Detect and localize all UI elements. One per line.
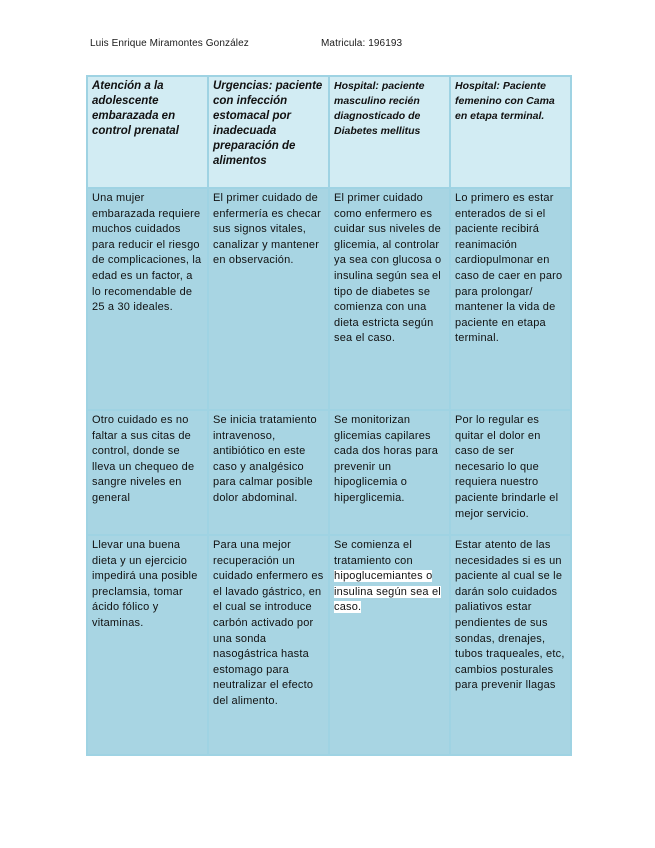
table-cell: Una mujer embarazada requiere muchos cuidados para reducir el riesgo de complicaciones, la edad es un factor, a lo recomendable de 25 a 30 ideales. bbox=[87, 188, 208, 410]
student-name: Luis Enrique Miramontes González bbox=[90, 38, 249, 49]
table-cell: Se inicia tratamiento intravenoso, antibiótico en este caso y analgésico para calmar posible dolor abdominal. bbox=[208, 410, 329, 535]
table-cell: Estar atento de las necesidades si es un paciente al cual se le darán solo cuidados paliativos estar pendientes de sus sondas, drenajes, tubos traqueales, etc, cambios posturales para prevenir llagas bbox=[450, 535, 571, 755]
nursing-care-table bbox=[86, 75, 572, 756]
table-cell: Se monitorizan glicemias capilares cada dos horas para prevenir un hipoglicemia o hiperglicemia. bbox=[329, 410, 450, 535]
table-cell: Llevar una buena dieta y un ejercicio impedirá una posible preclamsia, tomar ácido fólico y vitaminas. bbox=[87, 535, 208, 755]
table-row bbox=[87, 410, 571, 535]
table-cell: Lo primero es estar enterados de si el paciente recibirá reanimación cardiopulmonar en caso de caer en paro para prolongar/ mantener la vida de paciente en etapa terminal. bbox=[450, 188, 571, 410]
cell-text: Se comienza el tratamiento con bbox=[334, 539, 413, 567]
header-prenatal-care: Atención a la adolescente embarazada en control prenatal bbox=[87, 76, 208, 188]
student-id: Matricula: 196193 bbox=[321, 38, 403, 49]
table-cell: El primer cuidado de enfermería es checar sus signos vitales, canalizar y mantener en observación. bbox=[208, 188, 329, 410]
header-terminal-patient: Hospital: Paciente femenino con Cama en etapa terminal. bbox=[450, 76, 571, 188]
header-emergency-stomach-infection: Urgencias: paciente con infección estomacal por inadecuada preparación de alimentos bbox=[208, 76, 329, 188]
table-row bbox=[87, 188, 571, 410]
table-cell: Para una mejor recuperación un cuidado enfermero es el lavado gástrico, en el cual se introduce carbón activado por una sonda nasogástrica hasta estomago para neutralizar el efecto del alimento. bbox=[208, 535, 329, 755]
table-cell: Por lo regular es quitar el dolor en caso de ser necesario lo que requiera nuestro paciente brindarle el mejor servicio. bbox=[450, 410, 571, 535]
table-cell: El primer cuidado como enfermero es cuidar sus niveles de glicemia, al controlar ya sea con glucosa o insulina según sea el tipo de diabetes se comienza con una dieta estricta según sea el caso. bbox=[329, 188, 450, 410]
table-header-row bbox=[87, 76, 571, 188]
header-diabetes-patient: Hospital: paciente masculino recién diagnosticado de Diabetes mellitus bbox=[329, 76, 450, 188]
table-cell bbox=[329, 535, 450, 755]
table-row bbox=[87, 535, 571, 755]
table-cell: Otro cuidado es no faltar a sus citas de control, donde se lleva un chequeo de sangre niveles en general bbox=[87, 410, 208, 535]
highlighted-text: hipoglucemiantes o insulina según sea el caso. bbox=[334, 570, 441, 614]
